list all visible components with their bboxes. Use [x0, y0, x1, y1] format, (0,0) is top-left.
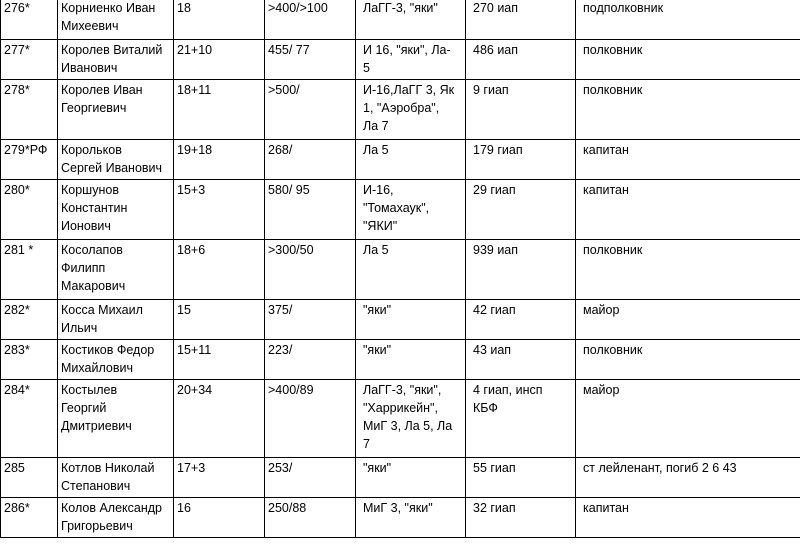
cell-victories: 16 [174, 498, 265, 538]
cell-victories: 18+11 [174, 80, 265, 140]
table-row [1, 340, 800, 380]
cell-sorties: 223/ [265, 340, 356, 380]
cell-aircraft: "яки" [356, 458, 466, 498]
cell-number: 284* [1, 380, 58, 458]
cell-victories: 18+6 [174, 240, 265, 300]
cell-sorties: 268/ [265, 140, 356, 180]
cell-aircraft: И-16,ЛаГГ 3, Як 1, "Аэробра", Ла 7 [356, 80, 466, 140]
cell-regiment: 32 гиап [466, 498, 576, 538]
cell-sorties: >400/>100 [265, 0, 356, 40]
table-body [1, 0, 800, 538]
cell-aircraft: Ла 5 [356, 240, 466, 300]
cell-aircraft: "яки" [356, 340, 466, 380]
cell-number: 282* [1, 300, 58, 340]
table-row [1, 140, 800, 180]
cell-victories: 15 [174, 300, 265, 340]
cell-victories: 15+11 [174, 340, 265, 380]
cell-regiment: 9 гиап [466, 80, 576, 140]
cell-regiment: 42 гиап [466, 300, 576, 340]
table-row [1, 240, 800, 300]
table-row [1, 498, 800, 538]
cell-name: Косолапов Филипп Макарович [58, 240, 174, 300]
cell-sorties: 253/ [265, 458, 356, 498]
cell-aircraft: ЛаГГ-3, "яки" [356, 0, 466, 40]
cell-rank: майор [576, 380, 800, 458]
table-row [1, 180, 800, 240]
cell-sorties: 375/ [265, 300, 356, 340]
cell-name: Корниенко Иван Михеевич [58, 0, 174, 40]
cell-name: Королев Иван Георгиевич [58, 80, 174, 140]
cell-regiment: 55 гиап [466, 458, 576, 498]
cell-victories: 20+34 [174, 380, 265, 458]
cell-number: 276* [1, 0, 58, 40]
cell-regiment: 179 гиап [466, 140, 576, 180]
cell-rank: полковник [576, 340, 800, 380]
cell-rank: капитан [576, 140, 800, 180]
cell-sorties: 455/ 77 [265, 40, 356, 80]
cell-number: 285 [1, 458, 58, 498]
cell-name: Костиков Федор Михайлович [58, 340, 174, 380]
cell-rank: капитан [576, 498, 800, 538]
cell-sorties: >300/50 [265, 240, 356, 300]
cell-rank: подполковник [576, 0, 800, 40]
cell-name: Косса Михаил Ильич [58, 300, 174, 340]
cell-number: 280* [1, 180, 58, 240]
cell-aircraft: ЛаГГ-3, "яки", "Харрикейн", МиГ 3, Ла 5, Ла 7 [356, 380, 466, 458]
cell-rank: ст лейленант, погиб 2 6 43 [576, 458, 800, 498]
cell-regiment: 270 иап [466, 0, 576, 40]
cell-number: 286* [1, 498, 58, 538]
cell-name: Коршунов Константин Ионович [58, 180, 174, 240]
cell-victories: 21+10 [174, 40, 265, 80]
cell-victories: 17+3 [174, 458, 265, 498]
table-row [1, 380, 800, 458]
cell-name: Котлов Николай Степанович [58, 458, 174, 498]
cell-victories: 18 [174, 0, 265, 40]
cell-aircraft: МиГ 3, "яки" [356, 498, 466, 538]
cell-sorties: 580/ 95 [265, 180, 356, 240]
cell-aircraft: Ла 5 [356, 140, 466, 180]
cell-victories: 15+3 [174, 180, 265, 240]
table-row [1, 40, 800, 80]
cell-aircraft: "яки" [356, 300, 466, 340]
cell-number: 277* [1, 40, 58, 80]
cell-sorties: 250/88 [265, 498, 356, 538]
cell-number: 281 * [1, 240, 58, 300]
cell-regiment: 43 иап [466, 340, 576, 380]
table-row [1, 0, 800, 40]
cell-regiment: 4 гиап, инсп КБФ [466, 380, 576, 458]
cell-number: 283* [1, 340, 58, 380]
cell-regiment: 29 гиап [466, 180, 576, 240]
cell-name: Костылев Георгий Дмитриевич [58, 380, 174, 458]
cell-rank: полковник [576, 80, 800, 140]
cell-number: 278* [1, 80, 58, 140]
cell-regiment: 486 иап [466, 40, 576, 80]
cell-rank: капитан [576, 180, 800, 240]
table-row [1, 80, 800, 140]
cell-regiment: 939 иап [466, 240, 576, 300]
cell-number: 279*РФ [1, 140, 58, 180]
cell-name: Корольков Сергей Иванович [58, 140, 174, 180]
cell-rank: майор [576, 300, 800, 340]
cell-name: Колов Александр Григорьевич [58, 498, 174, 538]
cell-name: Королев Виталий Иванович [58, 40, 174, 80]
cell-rank: полковник [576, 40, 800, 80]
cell-aircraft: И 16, "яки", Ла- 5 [356, 40, 466, 80]
table-row [1, 300, 800, 340]
cell-sorties: >400/89 [265, 380, 356, 458]
cell-sorties: >500/ [265, 80, 356, 140]
cell-victories: 19+18 [174, 140, 265, 180]
cell-aircraft: И-16, "Томахаук", "ЯКИ" [356, 180, 466, 240]
cell-rank: полковник [576, 240, 800, 300]
table-row [1, 458, 800, 498]
